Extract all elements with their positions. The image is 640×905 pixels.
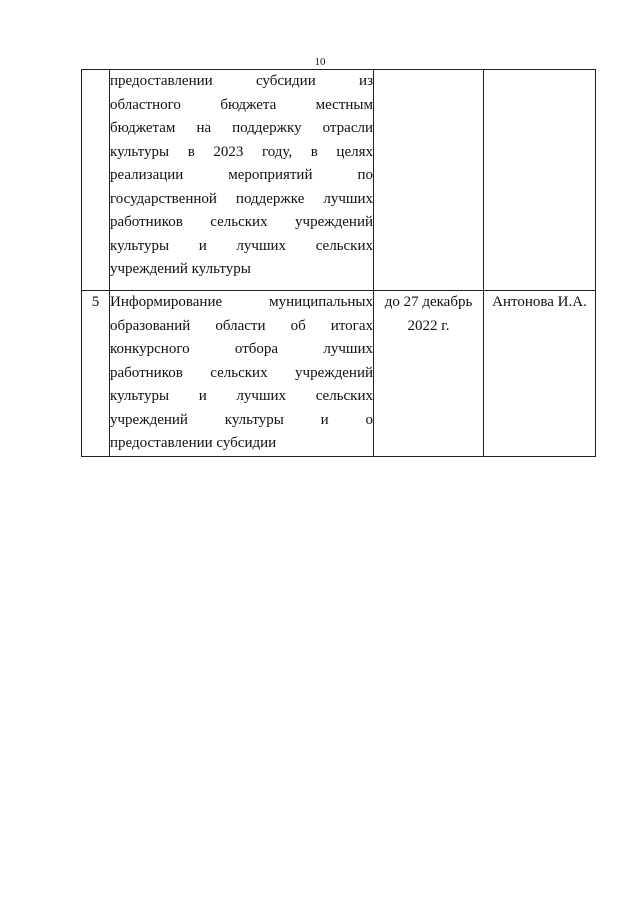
row-number [82,70,110,291]
text-line: предоставлении субсидии [110,435,277,451]
text-line: работников сельских учреждений [110,364,373,381]
text-line: областного бюджета местным [110,96,373,113]
page-number: 10 [314,56,326,68]
text-line: конкурсного отбора лучших [110,341,373,357]
deadline-cell [374,291,484,457]
text-line: учреждений культуры [110,261,251,277]
text-line: учреждений культуры и о [110,411,373,428]
text-line: культуры и лучших сельских [110,388,373,404]
text-line: государственной поддержке лучших [110,190,373,207]
deadline-line: до 27 декабрь [384,294,473,310]
table-row [82,291,596,457]
text-line: культуры и лучших сельских [110,237,373,254]
plan-table [81,69,596,457]
text-line: бюджетам на поддержку отрасли [110,120,373,136]
text-line: работников сельских учреждений [110,214,373,230]
text-line: реализации мероприятий по [110,167,373,183]
table-row [82,70,596,291]
row-number: 5 [82,291,110,457]
text-line: образований области об итогах [110,317,373,334]
responsible-cell [484,70,596,291]
text-line: культуры в 2023 году, в целях [110,143,373,160]
text-line: предоставлении субсидии из [110,73,373,89]
text-line: Информирование муниципальных [110,294,373,310]
activity-description [110,70,374,291]
responsible-cell: Антонова И.А. [484,291,596,457]
activity-description [110,291,374,457]
deadline-cell [374,70,484,291]
deadline-line: 2022 г. [407,317,450,334]
